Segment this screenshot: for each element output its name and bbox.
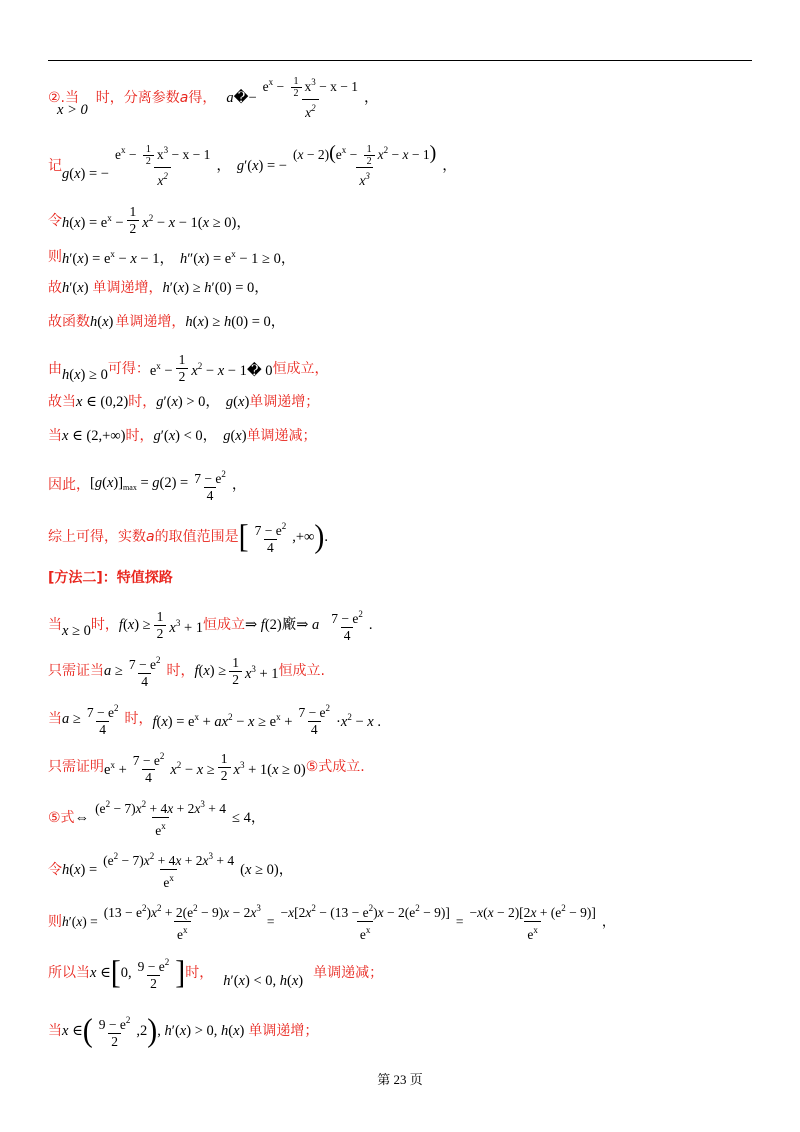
line-case2: ②.当 x > 0 时，分离参数 a 得， a � − $e^x$ − $\frac{1}{2}$ $x^3 - x - 1$ $x^2$ ， bbox=[48, 74, 379, 121]
line-m2-9: 当 x ∈ ( $\frac{9 - e^2}{2}$ ,2 ) , h′(x) > 0, h(x) 单调递增； bbox=[48, 1012, 319, 1049]
header-rule bbox=[48, 60, 752, 61]
holds-text: 恒成立 bbox=[203, 617, 246, 633]
inc-text: 单调递增， bbox=[92, 280, 163, 296]
gudang-label: 故当 bbox=[48, 394, 76, 410]
shi-text: 时， bbox=[124, 711, 153, 727]
line-m2-8: 所以当 x ∈ [ 0, $\frac{9 - e^2}{2}$ ] 时， h′(x) < 0, h(x) 单调递减； bbox=[48, 954, 384, 991]
kede-text: 可得： bbox=[107, 360, 150, 377]
line-m2-1: 当 x ≥ 0 时， f(x) ≥ $\frac{1}{2}$ $x^3 + 1$ 恒成立 ⇒ f(2)廠⇒ a $\frac{7 - e^2}{4}$ . bbox=[48, 608, 373, 643]
fraction: $(x - 2)(e^x$ − $\frac{1}{2}$ $x^2 - x - 1$) $x^3$ bbox=[292, 142, 437, 189]
method2-title: [方法二]：特值探路 bbox=[48, 570, 173, 586]
line-conclusion: 综上可得，实数 a 的取值范围是 [ $\frac{7 - e^2}{4}$ ,+∞ ) . bbox=[48, 518, 328, 555]
dang-label: 当 bbox=[48, 428, 62, 444]
fraction: $e^x$ − $\frac{1}{2}$ $x^3 - x - 1$ $x^2$ bbox=[114, 144, 211, 189]
var-a: a bbox=[146, 529, 155, 545]
shi-text: 时， bbox=[185, 965, 214, 981]
line-m2-7: 则 h′(x) = $\frac{(13 - e^2)x^2 + 2(e^2 - 9)x - 2x^3}{e^x}$ = $\frac{-x[2x^2 - (13 - e^2)x - 2(e^2 - 9)]}{e^x}$ = $\frac{-x(x - 2)[2x + (e^2 - 9)]}{e^x}$ ， bbox=[48, 903, 616, 942]
dang-label: 当 bbox=[48, 1023, 62, 1039]
line-h-inc: 故函数 h(x) 单调递增， h(x) ≥ h(0) = 0， bbox=[48, 314, 286, 330]
range-text: 的取值范围是 bbox=[154, 529, 239, 545]
eq5-label: ⑤式 bbox=[48, 809, 75, 826]
line-m2-4: 只需证明 $e^x$ + $\frac{7 - e^2}{4}$ $x^2 - x$ ≥ $\frac{1}{2}$ $x^3 + 1(x \ge 0)$ ⑤式成立. bbox=[48, 750, 365, 785]
holds-text: 恒成立. bbox=[278, 663, 326, 679]
line-gmax: 因此， $[g(x)]_{max} = g(2)$ = $\frac{7 - e^2}{4}$ ， bbox=[48, 469, 247, 503]
line-g-inc: 故当 x ∈ (0,2) 时， g′(x) > 0， g(x) 单调递增； bbox=[48, 394, 320, 410]
case2-text: 时，分离参数 bbox=[95, 89, 180, 106]
line-m2-6: 令 h(x) = $\frac{(e^2 - 7)x^2 + 4x + 2x^3 + 4}{e^x}$ (x ≥ 0)， bbox=[48, 851, 294, 890]
you-label: 由 bbox=[48, 360, 62, 377]
ze-label: 则 bbox=[48, 248, 62, 265]
line-m2-3: 当 a ≥ $\frac{7 - e^2}{4}$ 时， $f(x) = e^x + ax^2 - x \ge e^x$ + $\frac{7 - e^2}{4}$ $\cdot x^2 - x$ . bbox=[48, 703, 381, 737]
zhixuzhengming-text: 只需证明 bbox=[48, 759, 104, 775]
shi-text: 时， bbox=[125, 428, 154, 444]
case2-text2: 得， bbox=[188, 89, 217, 106]
gu-func-label: 故函数 bbox=[48, 314, 90, 330]
page-footer: 第 23 页 bbox=[377, 1072, 423, 1087]
fraction: $e^x$ − $\frac{1}{2}$ $x^3 - x - 1$ $x^2$ bbox=[262, 76, 359, 121]
dang-label: 当 bbox=[48, 617, 62, 633]
line-from-h: 由 h(x) ≥ 0 可得： $e^x$ − $\frac{1}{2}$ $x^2 - x$ − 1� 0 恒成立， bbox=[48, 352, 329, 384]
inc-text: 单调递增， bbox=[115, 314, 186, 330]
method2-heading bbox=[48, 568, 173, 588]
case2-label: ②.当 bbox=[48, 89, 80, 106]
line-g-dec: 当 x ∈ (2,+∞) 时， g′(x) < 0， g(x) 单调递减； bbox=[48, 428, 317, 444]
dang-label: 当 bbox=[48, 711, 62, 727]
ling-label: 令 bbox=[48, 861, 62, 878]
gu-label: 故 bbox=[48, 280, 62, 296]
line-g-def: 记 g (x) = − $e^x$ − $\frac{1}{2}$ $x^3 - x - 1$ $x^2$ ， g ′(x) = − $(x - 2)(e^x$ − $\frac{1}{2}$ $x^2 - x - 1$) $x^3$ ， bbox=[48, 142, 457, 189]
inc-text: 单调递增； bbox=[249, 394, 320, 410]
line-h-deriv: 则 $h'(x) = e^x - x - 1$， $h''(x) = e^x - 1 \ge 0$， bbox=[48, 248, 296, 267]
eq5-text: ⑤式成立. bbox=[305, 759, 365, 775]
conclusion-text: 综上可得，实数 bbox=[48, 529, 146, 545]
zhixu-text: 只需证当 bbox=[48, 663, 104, 679]
yinci-label: 因此， bbox=[48, 477, 90, 493]
line-m2-2: 只需证当 a ≥ $\frac{7 - e^2}{4}$ 时， f(x) ≥ $\frac{1}{2}$ $x^3 + 1$ 恒成立. bbox=[48, 654, 326, 689]
shi-text: 时， bbox=[128, 394, 157, 410]
suoyidang-label: 所以当 bbox=[48, 965, 90, 981]
ling-label: 令 bbox=[48, 212, 62, 229]
inc-text: 单调递增； bbox=[248, 1023, 319, 1039]
var-a: a bbox=[179, 89, 189, 106]
line-hprime-inc: 故 h′(x) 单调递增， h′(x) ≥ h′(0) = 0， bbox=[48, 280, 269, 296]
ze-label: 则 bbox=[48, 913, 62, 930]
dec-text: 单调递减； bbox=[246, 428, 317, 444]
holds-text: 恒成立， bbox=[272, 360, 329, 377]
shi-text: 时， bbox=[166, 663, 195, 679]
ji-label: 记 bbox=[48, 157, 62, 174]
shi-text: 时， bbox=[90, 617, 119, 633]
line-h-def: 令 $h(x) = e^x$ − $\frac{1}{2}$ $x^2 - x - 1(x \ge 0)$， bbox=[48, 204, 251, 236]
line-m2-5: ⑤式 ⇔ $\frac{(e^2 - 7)x^2 + 4x + 2x^3 + 4}{e^x}$ ≤ 4， bbox=[48, 799, 266, 838]
dec-text: 单调递减； bbox=[313, 965, 384, 981]
case2-condition: x > 0 bbox=[57, 101, 88, 118]
